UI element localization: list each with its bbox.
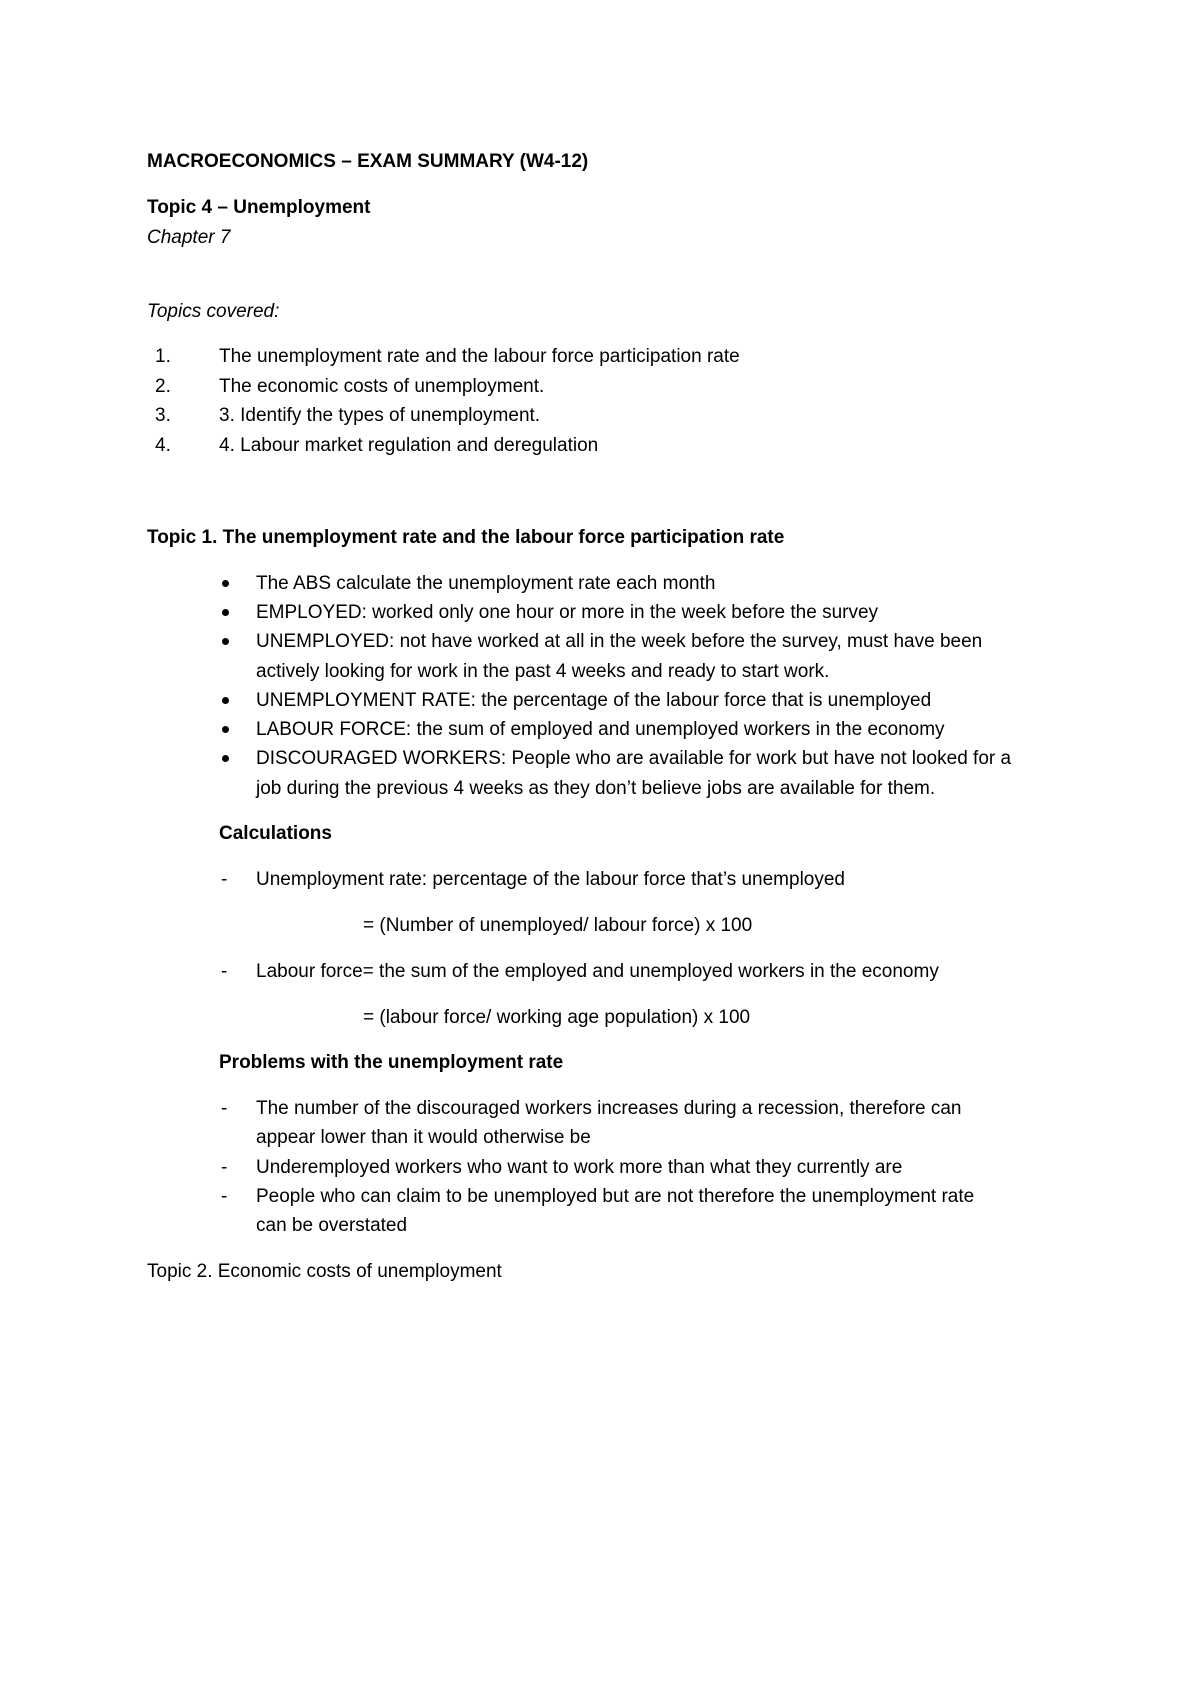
bullet-dot xyxy=(222,726,229,733)
topic2-heading: Topic 2. Economic costs of unemployment xyxy=(147,1261,502,1282)
formula: = (Number of unemployed/ labour force) x 100 xyxy=(363,915,753,936)
list-item: Underemployed workers who want to work more than what they currently are xyxy=(256,1157,903,1178)
bullet-dot xyxy=(222,697,229,704)
list-number: 3. xyxy=(155,405,171,426)
chapter-label: Chapter 7 xyxy=(147,227,231,248)
list-item: EMPLOYED: worked only one hour or more in the week before the survey xyxy=(256,602,879,623)
bullet-dot xyxy=(222,638,229,645)
bullet-dot xyxy=(222,580,229,587)
list-item: 3. Identify the types of unemployment. xyxy=(219,405,541,426)
topic-heading: Topic 4 – Unemployment xyxy=(147,197,371,218)
list-item-continuation: can be overstated xyxy=(256,1215,408,1236)
list-item: UNEMPLOYED: not have worked at all in the week before the survey, must have been xyxy=(256,631,983,652)
list-number: 1. xyxy=(155,346,171,367)
topic1-heading: Topic 1. The unemployment rate and the labour force participation rate xyxy=(147,527,785,548)
list-item: The unemployment rate and the labour force participation rate xyxy=(219,346,740,367)
list-item: Labour force= the sum of the employed and unemployed workers in the economy xyxy=(256,961,939,982)
topics-covered-label: Topics covered: xyxy=(147,301,280,322)
dash-marker: - xyxy=(221,961,228,982)
list-item-continuation: actively looking for work in the past 4 weeks and ready to start work. xyxy=(256,661,830,682)
list-item: People who can claim to be unemployed but are not therefore the unemployment rate xyxy=(256,1186,975,1207)
list-item: The number of the discouraged workers increases during a recession, therefore can xyxy=(256,1098,962,1119)
list-item: DISCOURAGED WORKERS: People who are available for work but have not looked for a xyxy=(256,748,1012,769)
bullet-dot xyxy=(222,609,229,616)
formula: = (labour force/ working age population) x 100 xyxy=(363,1007,751,1028)
dash-marker: - xyxy=(221,1157,228,1178)
bullet-dot xyxy=(222,755,229,762)
calculations-heading: Calculations xyxy=(219,823,332,844)
list-item-continuation: appear lower than it would otherwise be xyxy=(256,1127,591,1148)
list-item: 4. Labour market regulation and deregulation xyxy=(219,435,599,456)
problems-heading: Problems with the unemployment rate xyxy=(219,1052,564,1073)
list-number: 4. xyxy=(155,435,171,456)
dash-marker: - xyxy=(221,1098,228,1119)
list-item: LABOUR FORCE: the sum of employed and unemployed workers in the economy xyxy=(256,719,945,740)
list-item: The ABS calculate the unemployment rate each month xyxy=(256,573,716,594)
list-item: Unemployment rate: percentage of the labour force that’s unemployed xyxy=(256,869,845,890)
list-number: 2. xyxy=(155,376,171,397)
list-item: The economic costs of unemployment. xyxy=(219,376,545,397)
document-title: MACROECONOMICS – EXAM SUMMARY (W4-12) xyxy=(147,151,589,172)
list-item: UNEMPLOYMENT RATE: the percentage of the labour force that is unemployed xyxy=(256,690,932,711)
dash-marker: - xyxy=(221,1186,228,1207)
list-item-continuation: job during the previous 4 weeks as they don’t believe jobs are available for them. xyxy=(256,778,936,799)
dash-marker: - xyxy=(221,869,228,890)
